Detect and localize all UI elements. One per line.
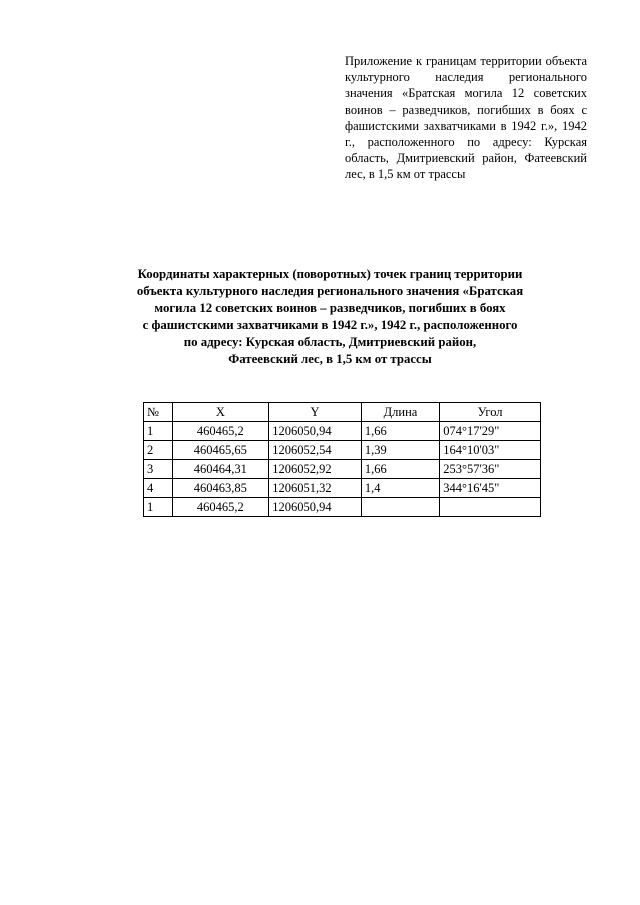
table-row (144, 479, 541, 498)
cell-num: 4 (144, 479, 173, 498)
cell-num: 1 (144, 498, 173, 517)
table-row (144, 460, 541, 479)
title-line: с фашистскими захватчиками в 1942 г.», 1942 г., расположенного (142, 318, 518, 332)
cell-x: 460464,31 (172, 460, 269, 479)
cell-x: 460465,2 (172, 422, 269, 441)
cell-y: 1206052,92 (269, 460, 362, 479)
cell-length: 1,66 (361, 460, 439, 479)
table-row (144, 441, 541, 460)
title-line: могила 12 советских воинов – разведчиков, погибших в боях (154, 301, 506, 315)
table-row (144, 498, 541, 517)
cell-angle: 253°57'36" (440, 460, 541, 479)
header-angle: Угол (440, 403, 541, 422)
cell-num: 2 (144, 441, 173, 460)
cell-x: 460465,2 (172, 498, 269, 517)
title-line: Фатеевский лес, в 1,5 км от трассы (228, 352, 432, 366)
title-line: Координаты характерных (поворотных) точек границ территории (137, 267, 523, 281)
header-length: Длина (361, 403, 439, 422)
cell-angle: 074°17'29" (440, 422, 541, 441)
annex-note: Приложение к границам территории объекта культурного наследия регионального значения «Братская могила 12 советских воинов – разведчиков, погибших в боях с фашистскими захватчиками в 1942 г.», 1942 г., расположенного по адресу: Курская область, Дмитриевский район, Фатеевский лес, в 1,5 км от трассы (345, 54, 587, 182)
cell-y: 1206052,54 (269, 441, 362, 460)
table-header-row (144, 403, 541, 422)
title-line: по адресу: Курская область, Дмитриевский район, (183, 335, 477, 349)
cell-length: 1,4 (361, 479, 439, 498)
table-row (144, 422, 541, 441)
document-title (80, 266, 580, 368)
title-line: объекта культурного наследия регионального значения «Братская (136, 284, 524, 298)
cell-x: 460463,85 (172, 479, 269, 498)
cell-angle (440, 498, 541, 517)
cell-y: 1206050,94 (269, 498, 362, 517)
cell-length: 1,39 (361, 441, 439, 460)
coordinates-table (143, 402, 541, 517)
header-x: X (172, 403, 269, 422)
cell-x: 460465,65 (172, 441, 269, 460)
cell-y: 1206051,32 (269, 479, 362, 498)
header-y: Y (269, 403, 362, 422)
cell-length (361, 498, 439, 517)
cell-num: 3 (144, 460, 173, 479)
cell-angle: 344°16'45" (440, 479, 541, 498)
cell-y: 1206050,94 (269, 422, 362, 441)
cell-angle: 164°10'03" (440, 441, 541, 460)
header-num: № (144, 403, 173, 422)
cell-num: 1 (144, 422, 173, 441)
cell-length: 1,66 (361, 422, 439, 441)
